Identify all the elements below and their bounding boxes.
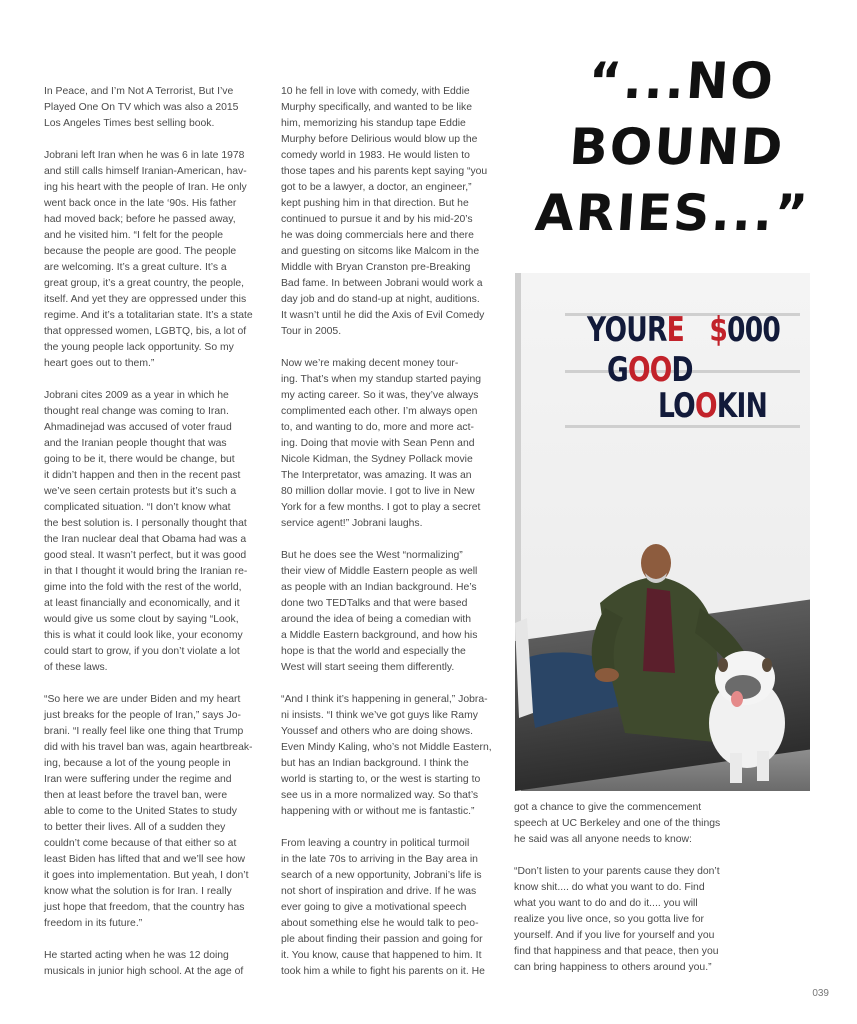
article-column-2 (281, 84, 499, 996)
paragraph: got a chance to give the commencement speech at UC Berkeley and one of the things he said was all anyone needs to know: (514, 802, 721, 845)
pull-quote-line: ARIES...” (533, 184, 812, 242)
article-column-3 (514, 800, 739, 992)
paragraph: He started acting when he was 12 doing musicals in junior high school. At the age of (44, 950, 244, 977)
paragraph: “So here we are under Biden and my heart just breaks for the people of Iran,” says Jo- brani. “I really feel like one thing that Trump did with his travel ban was, again heartbreak- ing, because a lot of the young people in Iran were suffering under the regime and then at least before the travel ban, were able to come to the United States to study to better their lives. All of a sudden they couldn’t come because of that either so at least Biden has lifted that and we’ll see how it goes into implementation. But yeah, I don’t know what the solution is for Iran. I really just hope that freedom, that the country has freedom in its future.” (44, 694, 253, 929)
paragraph: But he does see the West “normalizing” their view of Middle Eastern people as well as people with an Indian background. He’s done two TEDTalks and that were based around the idea of being a comedian with a Middle Eastern background, and how his hope is that the world and especially the West will start seeing them differently. (281, 550, 478, 673)
sign-line-2: GOOD (607, 350, 693, 390)
paragraph: 10 he fell in love with comedy, with Eddie Murphy specifically, and wanted to be like him, memorizing his standup tape Eddie Murphy before Delirious would blow up the comedy world in 1983. He would listen to those tapes and his parents kept saying “you got to be a lawyer, a doctor, an engineer,” kept pushing him in that direction. But he continued to pursue it and by his mid-20’s he was doing commercials here and there and guesting on sitcoms like Malcom in the Middle with Bryan Cranston pre-Breaking Bad fame. In between Jobrani would work a day job and do stand-up at night, auditions. It wasn’t until he did the Axis of Evil Comedy Tour in 2005. (281, 86, 488, 337)
sign-line-1: YOURE $000 (587, 310, 781, 350)
page-number: 039 (812, 988, 829, 999)
paragraph: “And I think it’s happening in general,” Jobra- ni insists. “I think we’ve got guys like Ramy Youssef and others who are doing shows. Even Mindy Kaling, who’s not Middle Eastern, but has an Indian background. I think the world is starting to, or the west is starting to see us in a more normalized way. So that’s happening with or without me is fantastic.” (281, 694, 492, 817)
feature-photo (515, 273, 810, 791)
article-column-1 (44, 84, 262, 996)
paragraph: Jobrani cites 2009 as a year in which he thought real change was coming to Iran. Ahmadinejad was accused of voter fraud and the Iranian people thought that was going to be it, there would be change, but it didn’t happen and then in the recent past we’ve seen certain protests but it’s such a complicated situation. “I don’t know what the best solution is. I personally thought that the Iran nuclear deal that Obama had was a good steal. It wasn’t perfect, but it was good in that I thought it would bring the Iranian re- gime into the fold with the rest of the world, at least financially and economically, and it would give us some clout by saying “Look, this is what it could look like, your economy could start to grow, if you don’t violate a lot of these laws. (44, 390, 248, 673)
paragraph: From leaving a country in political turmoil in the late 70s to arriving in the Bay area in search of a new opportunity, Jobrani’s life is not short of inspiration and drive. If he was ever going to give a motivational speech about something else he would talk to peo- ple about finding their passion and going for it. You know, cause that happened to him. It took him a while to fight his parents on it. He (281, 838, 485, 977)
pull-quote (515, 48, 839, 246)
paragraph: In Peace, and I’m Not A Terrorist, But I’ve Played One On TV which was also a 2015 Los Angeles Times best selling book. (44, 86, 239, 129)
pull-quote-line: BOUND (567, 118, 787, 176)
pull-quote-line: “...NO (586, 52, 777, 110)
paragraph: Now we’re making decent money tour- ing. That’s when my standup started paying my acting career. So it was, they’ve always complimented each other. I’m always open to, and wanting to do, more and more act- ing. Doing that movie with Sean Penn and Nicole Kidman, the Sydney Pollack movie The Interpretator, was amazing. It was an 80 million dollar movie. I got to live in New York for a few months. I got to play a secret service agent!” Jobrani laughs. (281, 358, 482, 529)
man-and-dog-illustration (515, 273, 810, 791)
paragraph: Jobrani left Iran when he was 6 in late 1978 and still calls himself Iranian-American, hav- ing his heart with the people of Iran. He only went back once in the late ‘90s. His father had moved back; before he passed away, and he visited him. “I felt for the people because the people are good. The people are welcoming. It’s a great culture. It’s a great group, it’s a great country, the people, itself. And yet they are oppressed under this regime. And it’s a totalitarian state. It’s a state that oppressed women, LGBTQ, bis, a lot of the young people lack opportunity. So my heart goes out to them.” (44, 150, 253, 369)
sign-line-3: LOOKIN (658, 386, 767, 426)
paragraph: “Don’t listen to your parents cause they don’t know shit.... do what you want to do. Find what you want to do and do it.... you will realize you live once, so you gotta live for yourself. And if you live for yourself and you find that happiness and that peace, then you can bring happiness to others around you.” (514, 866, 720, 973)
